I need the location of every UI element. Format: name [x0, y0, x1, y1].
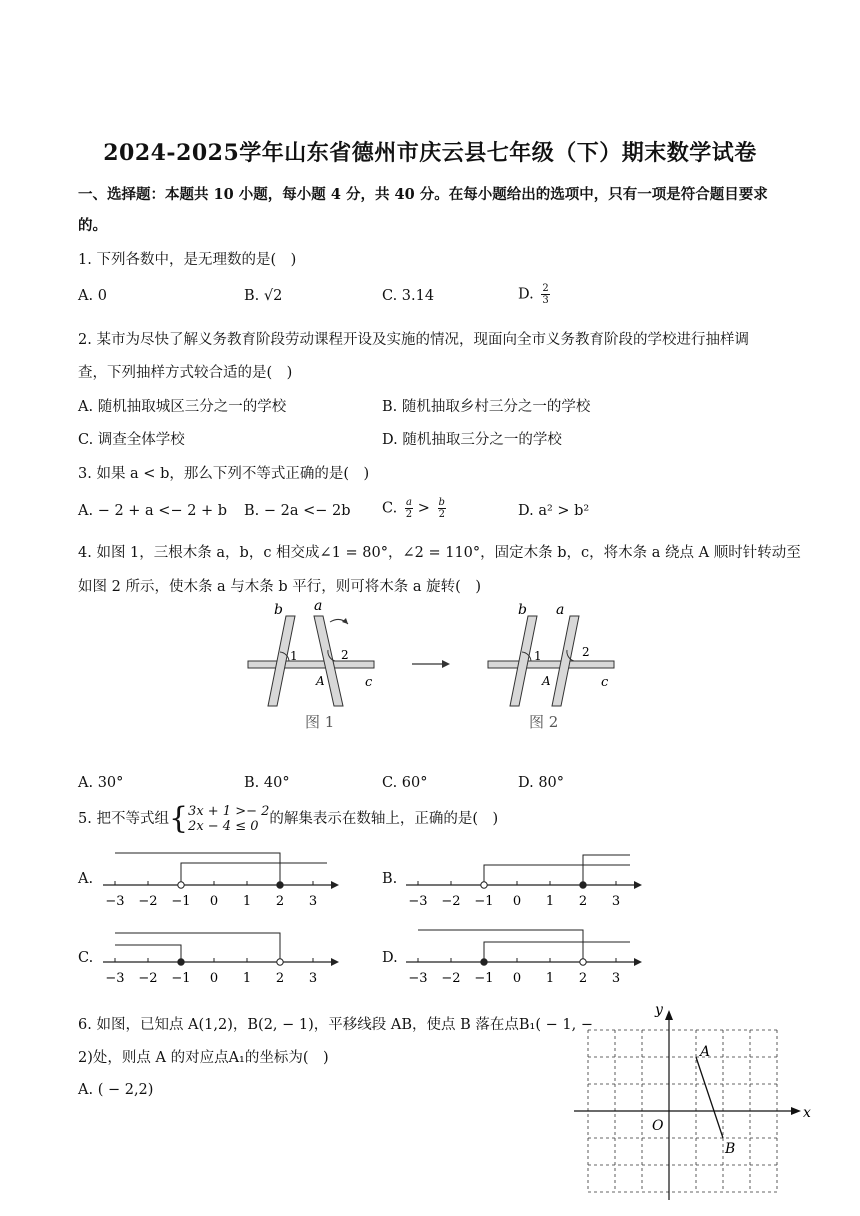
label-point-a-fig1: A [316, 674, 325, 688]
closed-dot [481, 959, 487, 965]
tick-label: −2 [138, 971, 158, 986]
arrow-head-icon [342, 618, 348, 624]
solution-ray [484, 942, 630, 962]
label-angle-2-fig1: 2 [341, 648, 349, 662]
q5-option-d-label: D. [382, 950, 398, 966]
question-4-stem: 4. 如图 1，三根木条 a，b，c 相交成∠1 = 80°，∠2 = 110°，固定木条 b，c，将木条 a 绕点 A 顺时针转动至 [78, 545, 801, 561]
tick-label: 1 [242, 894, 252, 909]
tick-label: 3 [308, 971, 318, 986]
tick-label: −3 [105, 971, 125, 986]
question-3-stem: 3. 如果 a < b，那么下列不等式正确的是( ) [78, 466, 370, 482]
q3-option-b: B. − 2a <− 2b [244, 503, 351, 519]
tick-label: −3 [105, 894, 125, 909]
solution-ray [484, 865, 630, 885]
q5-option-c-label: C. [78, 950, 94, 966]
label-c-fig1: c [365, 675, 373, 690]
tick-label: −2 [441, 971, 461, 986]
stick-c-fig1 [248, 661, 374, 668]
q4-option-b: B. 40° [244, 775, 290, 791]
q4-option-d: D. 80° [518, 775, 565, 791]
tick-label: 1 [545, 971, 555, 986]
solution-ray [115, 933, 280, 962]
tick-label: −2 [138, 894, 158, 909]
tick-label: 3 [611, 971, 621, 986]
page-title: 2024-2025学年山东省德州市庆云县七年级（下）期末数学试卷 [103, 140, 757, 166]
open-dot [277, 959, 283, 965]
tick-label: −1 [171, 971, 191, 986]
solution-ray [418, 930, 583, 962]
tick-label: 0 [512, 971, 522, 986]
q3-option-d: D. a² > b² [518, 503, 590, 519]
section-heading: 一、选择题：本题共 10 小题，每小题 4 分，共 40 分。在每小题给出的选项中，只有一项是符合题目要求 [78, 186, 768, 203]
figure-2 [488, 602, 614, 731]
question-1-stem: 1. 下列各数中，是无理数的是( ) [78, 252, 297, 268]
q4-figure [240, 598, 630, 738]
question-2-stem-cont: 查，下列抽样方式较合适的是( ) [78, 365, 293, 381]
label-angle-2-fig2: 2 [582, 645, 590, 659]
x-axis-arrowhead-icon [791, 1107, 801, 1115]
q4-option-a: A. 30° [78, 775, 124, 791]
q2-option-a: A. 随机抽取城区三分之一的学校 [78, 399, 287, 415]
tick-label: 3 [611, 894, 621, 909]
q5-option-b-label: B. [382, 871, 398, 887]
label-a-fig2: a [556, 602, 565, 618]
tick-label: −2 [441, 894, 461, 909]
q4-option-c: C. 60° [382, 775, 428, 791]
q3-option-a: A. − 2 + a <− 2 + b [78, 503, 228, 519]
axis-arrowhead-icon [331, 881, 339, 889]
tick-label: 1 [545, 894, 555, 909]
tick-label: 1 [242, 971, 252, 986]
question-5-stem: 5. 把不等式组{ 3x + 1 >− 2 2x − 4 ≤ 0 的解集表示在数轴上，正确的是( ) [78, 801, 499, 836]
tick-label: 3 [308, 894, 318, 909]
open-dot [580, 959, 586, 965]
tick-label: 2 [275, 971, 285, 986]
tick-label: −1 [474, 894, 494, 909]
q1-option-a: A. 0 [78, 288, 107, 304]
origin-label: O [652, 1118, 664, 1134]
solution-ray [115, 853, 280, 885]
axis-arrowhead-icon [331, 958, 339, 966]
q6-coordinate-figure [565, 1000, 811, 1205]
question-6-stem: 6. 如图，已知点 A(1,2)，B(2, − 1)，平移线段 AB，使点 B 落在点B₁( − 1, − [78, 1017, 593, 1033]
q3-option-c: C. $\frac{a}{2}$ > $\frac{b}{2}$ [382, 497, 445, 520]
label-c-fig2: c [601, 675, 609, 690]
tick-label: −1 [474, 971, 494, 986]
axis-arrowhead-icon [634, 881, 642, 889]
y-axis-label: y [655, 1002, 663, 1018]
label-point-a-fig2: A [542, 674, 551, 688]
q5-number-lines [95, 840, 655, 1000]
label-b-fig2: b [518, 602, 527, 618]
solution-ray [181, 863, 327, 885]
label-b-fig1: b [274, 602, 283, 618]
section-heading-cont: 的。 [78, 217, 107, 234]
tick-label: 2 [578, 894, 588, 909]
q5-option-a-label: A. [78, 871, 94, 887]
q1-option-c: C. 3.14 [382, 288, 435, 304]
x-axis-label: x [803, 1105, 811, 1121]
tick-label: 2 [578, 971, 588, 986]
q2-option-d: D. 随机抽取三分之一的学校 [382, 432, 562, 448]
open-dot [481, 882, 487, 888]
q6-option-a: A. ( − 2,2) [78, 1082, 154, 1098]
tick-label: 0 [209, 894, 219, 909]
tick-label: 0 [209, 971, 219, 986]
closed-dot [580, 882, 586, 888]
tick-label: −3 [408, 971, 428, 986]
question-2-stem: 2. 某市为尽快了解义务教育阶段劳动课程开设及实施的情况，现面向全市义务教育阶段的学校进行抽样调 [78, 332, 749, 348]
tick-label: −1 [171, 894, 191, 909]
solution-ray [583, 855, 630, 885]
point-a-label: A [700, 1044, 711, 1060]
q2-option-c: C. 调查全体学校 [78, 432, 185, 448]
caption-figure-1: 图 1 [305, 713, 335, 731]
stick-c-fig2 [488, 661, 614, 668]
tick-label: 0 [512, 894, 522, 909]
figure-1 [248, 598, 374, 731]
q2-option-b: B. 随机抽取乡村三分之一的学校 [382, 399, 591, 415]
axis-arrowhead-icon [634, 958, 642, 966]
label-angle-1-fig1: 1 [290, 649, 298, 663]
q1-option-d: D. $\frac{2}{3}$ [518, 283, 549, 306]
label-a-fig1: a [314, 598, 323, 614]
caption-figure-2: 图 2 [529, 713, 559, 731]
open-dot [178, 882, 184, 888]
point-b-label: B [725, 1141, 736, 1157]
label-angle-1-fig2: 1 [534, 649, 542, 663]
closed-dot [178, 959, 184, 965]
q1-option-b: B. √2 [244, 288, 283, 304]
segment-ab [696, 1057, 723, 1138]
y-axis-arrowhead-icon [665, 1010, 673, 1020]
question-4-stem-cont: 如图 2 所示，使木条 a 与木条 b 平行，则可将木条 a 旋转( ) [78, 579, 481, 595]
tick-label: 2 [275, 894, 285, 909]
transition-arrowhead-icon [442, 660, 450, 668]
question-6-stem-cont: 2)处，则点 A 的对应点A₁的坐标为( ) [78, 1050, 329, 1066]
closed-dot [277, 882, 283, 888]
tick-label: −3 [408, 894, 428, 909]
